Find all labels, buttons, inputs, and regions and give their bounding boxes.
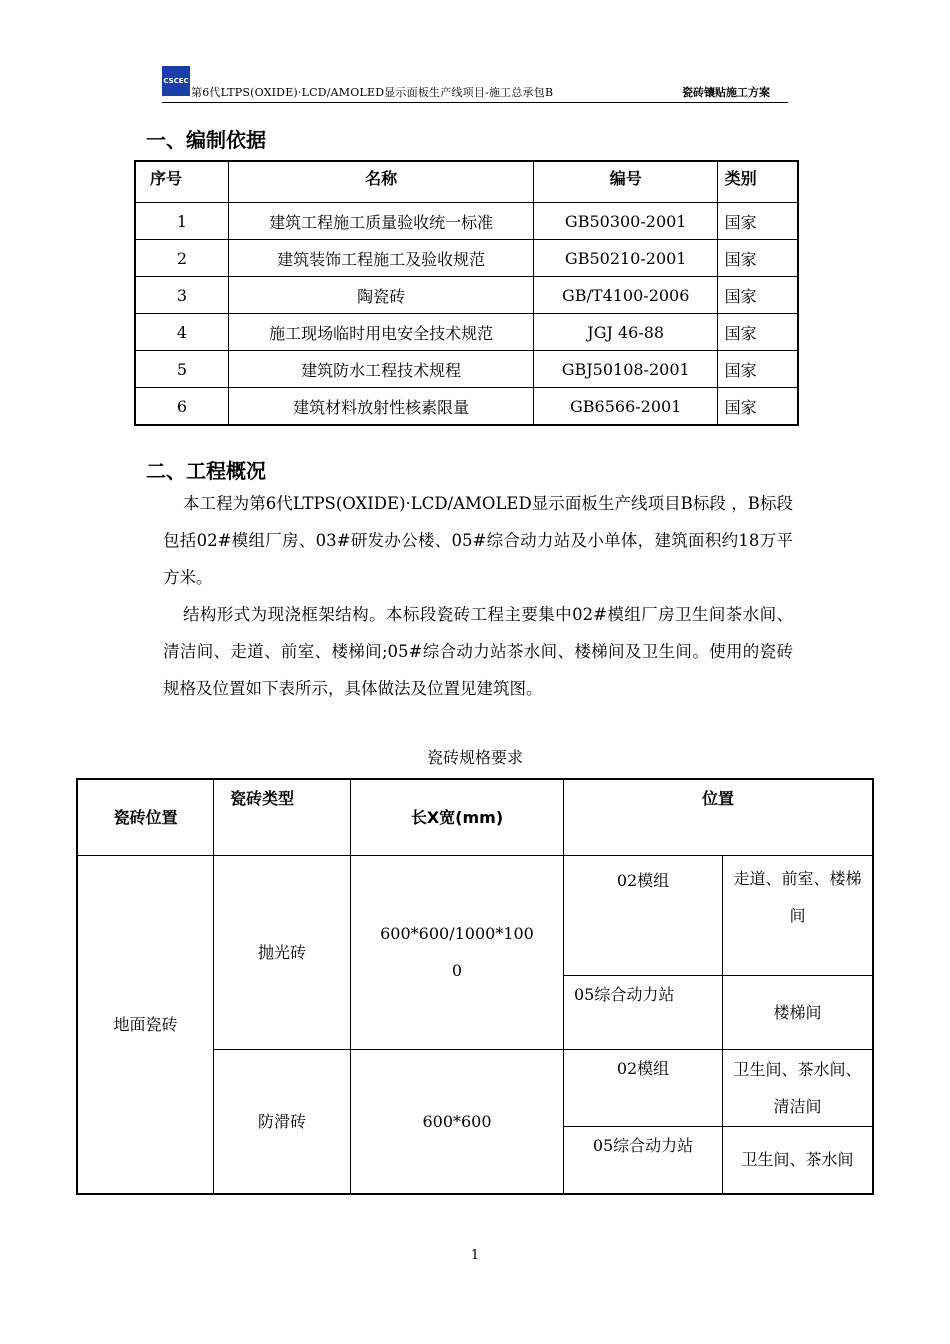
standards-table <box>134 160 799 426</box>
areas-cell: 卫生间、茶水间 <box>723 1126 874 1194</box>
row-index: 6 <box>135 388 228 426</box>
header-project-title: 第6代LTPS(OXIDE)·LCD/AMOLED显示面板生产线项目-施工总承包B <box>191 86 554 99</box>
row-code: GB50210-2001 <box>534 240 718 277</box>
standards-table-header <box>135 161 798 203</box>
location-cell: 地面瓷砖 <box>77 855 214 1194</box>
overview-paragraph-1: 本工程为第6代LTPS(OXIDE)·LCD/AMOLED显示面板生产线项目B标段 ，B标段包括02#模组厂房、03#研发办公楼、05#综合动力站及小单体，建筑面积约18万平方米。 <box>163 494 793 587</box>
building-cell: 05综合动力站 <box>564 975 723 1049</box>
building-cell: 02模组 <box>564 855 723 975</box>
header-cell-index: 序号 <box>135 161 228 203</box>
row-category: 国家 <box>718 388 798 426</box>
row-name: 建筑防水工程技术规程 <box>228 351 533 388</box>
table-row <box>135 351 798 388</box>
header-cell-category: 类别 <box>718 161 798 203</box>
company-logo <box>162 66 190 96</box>
row-category: 国家 <box>718 351 798 388</box>
section1-title: 一、编制依据 <box>146 128 266 152</box>
row-index: 2 <box>135 240 228 277</box>
page-number: 1 <box>470 1248 480 1263</box>
row-name: 建筑工程施工质量验收统一标准 <box>228 203 533 240</box>
row-name: 陶瓷砖 <box>228 277 533 314</box>
table-row <box>135 388 798 426</box>
row-index: 3 <box>135 277 228 314</box>
logo-text: CSCEC <box>163 77 189 85</box>
header-cell-size: 长X宽(mm) <box>351 779 564 855</box>
row-category: 国家 <box>718 240 798 277</box>
tile-spec-table <box>76 778 874 1195</box>
table-row <box>77 855 873 975</box>
size-cell-antislip: 600*600 <box>351 1049 564 1194</box>
building-cell: 02模组 <box>564 1049 723 1126</box>
row-category: 国家 <box>718 314 798 351</box>
header-cell-code: 编号 <box>534 161 718 203</box>
row-code: GB6566-2001 <box>534 388 718 426</box>
row-name: 建筑材料放射性核素限量 <box>228 388 533 426</box>
header-document-title: 瓷砖镶贴施工方案 <box>682 86 770 99</box>
row-index: 5 <box>135 351 228 388</box>
section2-title: 二、工程概况 <box>146 459 266 483</box>
tile-table-caption: 瓷砖规格要求 <box>426 748 523 767</box>
areas-cell: 走道、前室、楼梯间 <box>723 855 874 975</box>
type-cell-polished: 抛光砖 <box>214 855 351 1049</box>
header-cell-position: 位置 <box>564 779 874 855</box>
row-category: 国家 <box>718 203 798 240</box>
row-code: GBJ50108-2001 <box>534 351 718 388</box>
header-cell-name: 名称 <box>228 161 533 203</box>
table-row <box>135 314 798 351</box>
row-name: 建筑装饰工程施工及验收规范 <box>228 240 533 277</box>
areas-cell: 楼梯间 <box>723 975 874 1049</box>
row-index: 1 <box>135 203 228 240</box>
row-code: GB50300-2001 <box>534 203 718 240</box>
overview-paragraph-2: 结构形式为现浇框架结构。本标段瓷砖工程主要集中02#模组厂房卫生间茶水间、清洁间、走道、前室、楼梯间;05#综合动力站茶水间、楼梯间及卫生间。使用的瓷砖规格及位置如下表所示，具体做法及位置见建筑图。 <box>163 605 793 698</box>
size-cell-polished: 600*600/1000*1000 <box>351 855 564 1049</box>
table-row <box>135 203 798 240</box>
header-cell-type: 瓷砖类型 <box>214 779 351 855</box>
row-code: JGJ 46-88 <box>534 314 718 351</box>
row-name: 施工现场临时用电安全技术规范 <box>228 314 533 351</box>
header-cell-location: 瓷砖位置 <box>77 779 214 855</box>
table-row <box>135 240 798 277</box>
page-header <box>162 66 788 103</box>
table-row <box>135 277 798 314</box>
row-category: 国家 <box>718 277 798 314</box>
tile-table-header <box>77 779 873 855</box>
building-cell: 05综合动力站 <box>564 1126 723 1194</box>
areas-cell: 卫生间、茶水间、清洁间 <box>723 1049 874 1126</box>
type-cell-antislip: 防滑砖 <box>214 1049 351 1194</box>
row-index: 4 <box>135 314 228 351</box>
row-code: GB/T4100-2006 <box>534 277 718 314</box>
